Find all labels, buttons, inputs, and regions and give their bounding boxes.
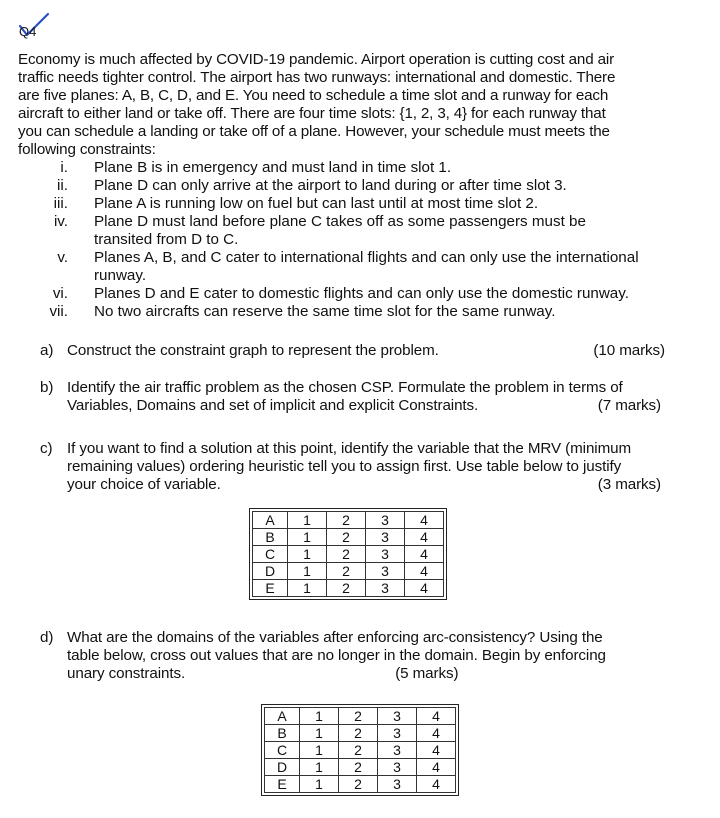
- domain-grid: [264, 707, 456, 793]
- domain-value-cell: 3: [366, 529, 405, 546]
- marks: (7 marks): [597, 397, 661, 414]
- domain-grid: [252, 511, 444, 597]
- table-row: [253, 529, 444, 546]
- domain-value-cell: 1: [288, 580, 327, 597]
- domain-value-cell: 1: [288, 512, 327, 529]
- part-text: remaining values) ordering heuristic tell you to assign first. Use table below to justify: [67, 458, 622, 475]
- domain-table-d: [261, 704, 459, 796]
- domain-value-cell: 4: [405, 563, 444, 580]
- question-number: Q4: [19, 24, 37, 39]
- domain-value-cell: 3: [378, 742, 417, 759]
- intro-line: you can schedule a landing or take off of a plane. However, your schedule must meets the: [18, 123, 610, 140]
- intro-paragraph: [18, 51, 658, 159]
- table-row: [265, 742, 456, 759]
- table-row: [253, 580, 444, 597]
- constraint-number: iii.: [53, 195, 68, 212]
- table-row: [265, 708, 456, 725]
- domain-value-cell: 2: [339, 759, 378, 776]
- part-label: b): [40, 379, 54, 396]
- part-text: Identify the air traffic problem as the chosen CSP. Formulate the problem in terms of: [67, 379, 623, 396]
- intro-line: traffic needs tighter control. The airport has two runways: international and domestic. There: [18, 69, 616, 86]
- domain-value-cell: 2: [327, 563, 366, 580]
- domain-value-cell: 4: [405, 529, 444, 546]
- domain-value-cell: 4: [417, 742, 456, 759]
- domain-value-cell: 2: [327, 529, 366, 546]
- domain-value-cell: 3: [366, 563, 405, 580]
- domain-value-cell: 1: [288, 529, 327, 546]
- constraint-text: runway.: [94, 267, 147, 284]
- intro-line: following constraints:: [18, 141, 156, 158]
- constraint-number: ii.: [57, 177, 68, 194]
- domain-value-cell: 2: [339, 708, 378, 725]
- marks: (3 marks): [597, 476, 661, 493]
- domain-value-cell: 4: [405, 546, 444, 563]
- domain-value-cell: 3: [378, 776, 417, 793]
- variable-cell: D: [265, 759, 300, 776]
- domain-value-cell: 4: [417, 725, 456, 742]
- constraint-item: [18, 159, 678, 177]
- variable-cell: A: [265, 708, 300, 725]
- domain-value-cell: 4: [405, 580, 444, 597]
- variable-cell: A: [253, 512, 288, 529]
- domain-value-cell: 1: [300, 725, 339, 742]
- constraint-text: Planes A, B, and C cater to international flights and can only use the international: [94, 249, 639, 266]
- domain-value-cell: 1: [300, 742, 339, 759]
- constraint-item: [18, 303, 678, 321]
- domain-value-cell: 3: [366, 512, 405, 529]
- domain-value-cell: 2: [339, 725, 378, 742]
- domain-value-cell: 2: [327, 580, 366, 597]
- variable-cell: E: [253, 580, 288, 597]
- domain-value-cell: 3: [366, 546, 405, 563]
- constraint-item: [18, 195, 678, 213]
- domain-value-cell: 4: [417, 759, 456, 776]
- domain-value-cell: 3: [366, 580, 405, 597]
- table-row: [253, 512, 444, 529]
- constraint-text: Plane D can only arrive at the airport to land during or after time slot 3.: [94, 177, 567, 194]
- domain-table-c: [249, 508, 447, 600]
- domain-value-cell: 2: [327, 546, 366, 563]
- table-row: [265, 759, 456, 776]
- part-text: Construct the constraint graph to represent the problem.: [67, 342, 439, 359]
- part-text: [67, 476, 665, 494]
- constraint-text: Planes D and E cater to domestic flights and can only use the domestic runway.: [94, 285, 629, 302]
- variable-cell: C: [253, 546, 288, 563]
- constraint-text: Plane A is running low on fuel but can last until at most time slot 2.: [94, 195, 539, 212]
- constraint-item: [18, 177, 678, 195]
- domain-value-cell: 4: [417, 708, 456, 725]
- marks: (5 marks): [395, 665, 459, 682]
- part-label: a): [40, 342, 54, 359]
- part-text-line: Variables, Domains and set of implicit and explicit Constraints.: [67, 397, 479, 414]
- part-d: [40, 629, 665, 683]
- part-text: [67, 397, 665, 415]
- part-c: [40, 440, 665, 494]
- domain-value-cell: 4: [405, 512, 444, 529]
- constraint-number: vii.: [49, 303, 68, 320]
- intro-line: are five planes: A, B, C, D, and E. You need to schedule a time slot and a runway for each: [18, 87, 609, 104]
- constraint-text: Plane B is in emergency and must land in time slot 1.: [94, 159, 452, 176]
- constraint-item: [18, 249, 678, 285]
- domain-value-cell: 4: [417, 776, 456, 793]
- variable-cell: C: [265, 742, 300, 759]
- constraint-text: Plane D must land before plane C takes off as some passengers must be: [94, 213, 586, 230]
- part-text-line: your choice of variable.: [67, 476, 221, 493]
- intro-line: Economy is much affected by COVID-19 pandemic. Airport operation is cutting cost and air: [18, 51, 615, 68]
- marks: (10 marks): [593, 342, 665, 359]
- constraint-number: i.: [60, 159, 68, 176]
- domain-value-cell: 3: [378, 759, 417, 776]
- domain-value-cell: 1: [300, 776, 339, 793]
- constraint-text: No two aircrafts can reserve the same time slot for the same runway.: [94, 303, 556, 320]
- table-row: [265, 725, 456, 742]
- part-text: What are the domains of the variables after enforcing arc-consistency? Using the: [67, 629, 603, 646]
- part-label: c): [40, 440, 53, 457]
- domain-value-cell: 2: [327, 512, 366, 529]
- part-text: [67, 665, 665, 683]
- intro-line: aircraft to either land or take off. There are four time slots: {1, 2, 3, 4} for each runway that: [18, 105, 606, 122]
- part-text: table below, cross out values that are no longer in the domain. Begin by enforcing: [67, 647, 606, 664]
- variable-cell: B: [253, 529, 288, 546]
- domain-value-cell: 1: [300, 708, 339, 725]
- domain-value-cell: 1: [300, 759, 339, 776]
- constraint-number: vi.: [52, 285, 68, 302]
- part-b: [40, 379, 665, 415]
- constraint-item: [18, 285, 678, 303]
- part-text: If you want to find a solution at this point, identify the variable that the MRV (minimum: [67, 440, 632, 457]
- constraint-text: transited from D to C.: [94, 231, 239, 248]
- constraint-number: v.: [57, 249, 68, 266]
- table-row: [265, 776, 456, 793]
- part-a: [40, 342, 665, 360]
- domain-value-cell: 3: [378, 725, 417, 742]
- domain-value-cell: 1: [288, 546, 327, 563]
- variable-cell: B: [265, 725, 300, 742]
- constraints-list: [18, 159, 678, 321]
- part-text-line: unary constraints.: [67, 665, 186, 682]
- variable-cell: D: [253, 563, 288, 580]
- domain-value-cell: 1: [288, 563, 327, 580]
- constraint-item: [18, 213, 678, 249]
- constraint-number: iv.: [53, 213, 68, 230]
- part-label: d): [40, 629, 54, 646]
- domain-value-cell: 2: [339, 742, 378, 759]
- table-row: [253, 563, 444, 580]
- table-row: [253, 546, 444, 563]
- variable-cell: E: [265, 776, 300, 793]
- domain-value-cell: 2: [339, 776, 378, 793]
- domain-value-cell: 3: [378, 708, 417, 725]
